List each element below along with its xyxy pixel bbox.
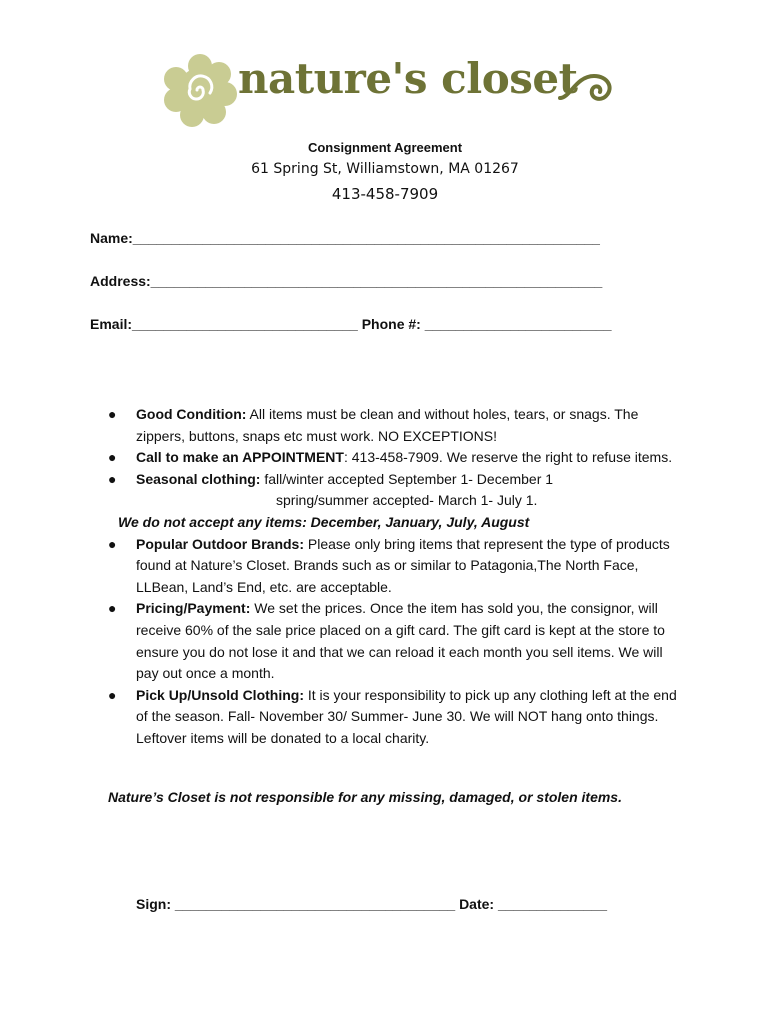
no-accept-notice: We do not accept any items: December, January, July, August (118, 513, 530, 530)
liability-disclaimer: Nature’s Closet is not responsible for any missing, damaged, or stolen items. (108, 789, 622, 805)
term-label: Pick Up/Unsold Clothing: (136, 686, 304, 703)
term-text: It is your responsibility to pick up any clothing left at the end of the season. Fall- November 30/ Summer- June 30. We will NOT hang onto things. Leftover items will be donated to a local charity. (136, 686, 677, 746)
email-phone-field[interactable]: Email:_____________________________ Phone #: ________________________ (90, 316, 612, 332)
term-text: Please only bring items that represent the type of products found at Nature’s Closet. Brands such as or similar to Patagonia,The North Face, LLBean, Land’s End, etc. are acceptable. (136, 535, 670, 595)
bullet-icon: ● (108, 470, 117, 487)
store-phone: 413-458-7909 (331, 185, 439, 203)
term-text: : 413-458-7909. We reserve the right to refuse items. (343, 449, 673, 466)
list-item (108, 469, 688, 534)
term-text: fall/winter accepted September 1- December 1 (260, 470, 554, 487)
bullet-icon: ● (108, 449, 117, 466)
bullet-icon: ● (108, 406, 117, 422)
list-item (108, 685, 688, 750)
signature-date-field[interactable]: Sign: ____________________________________ Date: ______________ (136, 896, 607, 912)
address-field[interactable]: Address:__________________________________________________________ (90, 273, 603, 289)
term-label: Pricing/Payment: (136, 600, 251, 617)
list-item (108, 447, 688, 469)
list-item (108, 598, 688, 684)
store-address: 61 Spring St, Williamstown, MA 01267 (251, 161, 519, 177)
name-field[interactable]: Name:____________________________________________________________ (90, 230, 600, 246)
term-label: Call to make an APPOINTMENT (136, 449, 344, 466)
term-label: Seasonal clothing: (136, 470, 261, 487)
list-item (108, 534, 688, 599)
terms-list (108, 404, 688, 750)
term-text: spring/summer accepted- March 1- July 1. (276, 492, 538, 509)
term-label: Popular Outdoor Brands: (136, 535, 304, 552)
logo-wordmark: nature's closet (238, 54, 578, 103)
list-item (108, 404, 688, 447)
term-text: We set the prices. Once the item has sold you, the consignor, will receive 60% of the sale price placed on a gift card. The gift card is kept at the store to ensure you do not lose it and that we can reload it each month you sell items. We will pay out once a month. (136, 600, 665, 682)
bullet-icon: ● (108, 600, 117, 617)
term-text: All items must be clean and without holes, tears, or snags. The zippers, buttons, snaps etc must work. NO EXCEPTIONS! (136, 406, 639, 444)
bullet-icon: ● (108, 686, 117, 703)
term-label: Good Condition: (136, 406, 247, 422)
swirl-icon (558, 68, 618, 108)
bullet-icon: ● (108, 535, 117, 552)
page-title: Consignment Agreement (307, 140, 463, 155)
flower-logo-icon (162, 52, 238, 128)
natures-closet-logo (162, 52, 622, 132)
